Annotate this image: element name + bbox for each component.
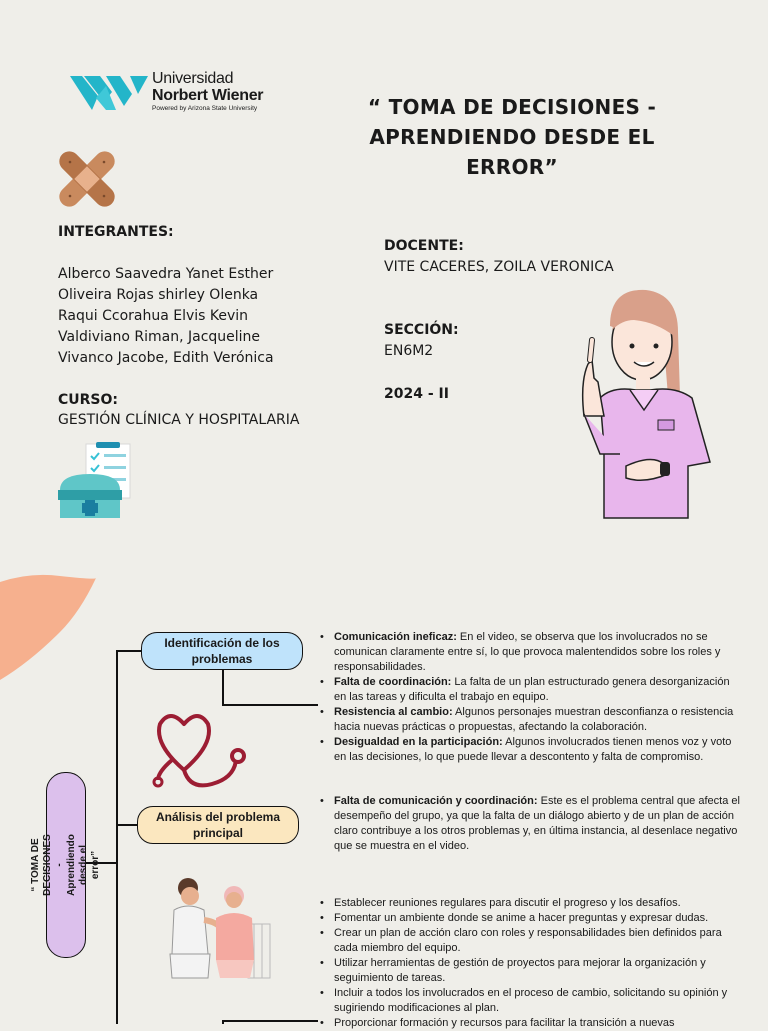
member-item: Oliveira Rojas shirley Olenka — [58, 287, 259, 303]
nurse-cap-checklist-icon — [56, 442, 132, 520]
list-item — [320, 794, 744, 854]
bandage-icon — [56, 148, 118, 210]
university-logo-text — [152, 70, 263, 113]
analysis-list — [320, 794, 744, 854]
item-text: En el video, se observa que los involucrados no se comunican claramente entre sí, lo que provoca malentendidos sobre los roles y responsabilidades. — [334, 631, 721, 673]
connector — [222, 668, 224, 706]
stethoscope-heart-icon — [148, 710, 252, 794]
curso-heading: CURSO: — [58, 392, 119, 408]
members-list — [58, 264, 274, 369]
seccion-value: EN6M2 — [384, 343, 434, 359]
connector — [222, 1020, 224, 1024]
mindmap-root-label: “ TOMA DE DECISIONES - Aprendiendo desde el error” — [30, 834, 102, 896]
nurse-illustration — [560, 286, 716, 522]
item-text: Algunos personajes muestran desconfianza o resistencia hacia nuevas prácticas o propuestas, afectando la colaboración. — [334, 706, 734, 733]
decorative-blob — [0, 572, 100, 682]
page-title: “ TOMA DE DECISIONES - APRENDIENDO DESDE EL ERROR” — [367, 95, 657, 179]
connector — [116, 824, 138, 826]
docente-value: VITE CACERES, ZOILA VERONICA — [384, 259, 614, 275]
list-item: • Incluir a todos los involucrados en el proceso de cambio, solicitando su opinión y sugiriendo modificaciones al plan. — [320, 986, 744, 1016]
item-term: Comunicación ineficaz: — [334, 631, 457, 643]
item-text: Este es el problema central que afecta el desempeño del grupo, ya que la falta de un diálogo abierto y de un plan de acción claro contribuye a los otros problemas y, en última instancia, al desenlace negativo que se muestra en el video. — [334, 795, 740, 852]
node-analisis — [137, 806, 299, 844]
list-item — [320, 735, 744, 765]
periodo: 2024 - II — [384, 386, 449, 402]
item-text: La falta de un plan estructurado genera desorganización en las tareas y dificulta el trabajo en equipo. — [334, 676, 730, 703]
list-item — [320, 675, 744, 705]
mindmap-trunk — [116, 650, 118, 1024]
list-item: • Proporcionar formación y recursos para facilitar la transición a nuevas — [320, 1016, 744, 1031]
connector — [116, 650, 142, 652]
connector — [222, 704, 318, 706]
nurse-patient-illustration — [158, 874, 276, 980]
mindmap-root — [30, 772, 102, 958]
item-term: Falta de comunicación y coordinación: — [334, 795, 538, 807]
list-item: • Establecer reuniones regulares para discutir el progreso y los desafíos. — [320, 896, 744, 911]
logo-line1: Universidad — [152, 70, 234, 87]
logo-line2: Norbert Wiener — [152, 87, 264, 104]
node-identificacion — [141, 632, 303, 670]
seccion-heading: SECCIÓN: — [384, 322, 459, 338]
member-item: Alberco Saavedra Yanet Esther — [58, 266, 274, 282]
actions-list — [320, 896, 744, 1031]
node-identificacion-label: Identificación de los problemas — [164, 636, 280, 666]
connector — [222, 1020, 318, 1022]
member-item: Raqui Ccorahua Elvis Kevin — [58, 308, 249, 324]
member-item: Vivanco Jacobe, Edith Verónica — [58, 350, 274, 366]
item-term: Resistencia al cambio: — [334, 706, 453, 718]
list-item — [320, 705, 744, 735]
item-term: Falta de coordinación: — [334, 676, 452, 688]
list-item: • Fomentar un ambiente donde se anime a hacer preguntas y expresar dudas. — [320, 911, 744, 926]
curso-value: GESTIÓN CLÍNICA Y HOSPITALARIA — [58, 412, 300, 428]
item-text: Algunos involucrados tienen menos voz y voto en las decisiones, lo que puede llevar a descontento y falta de compromiso. — [334, 736, 732, 763]
list-item: • Utilizar herramientas de gestión de proyectos para mejorar la organización y seguimiento de tareas. — [320, 956, 744, 986]
node-analisis-label: Análisis del problema principal — [155, 810, 281, 840]
list-item — [320, 630, 744, 675]
university-logo-icon — [70, 72, 150, 114]
member-item: Valdiviano Riman, Jacqueline — [58, 329, 261, 345]
problems-list — [320, 630, 744, 765]
list-item: • Crear un plan de acción claro con roles y responsabilidades bien definidos para cada miembro del equipo. — [320, 926, 744, 956]
docente-heading: DOCENTE: — [384, 238, 464, 254]
item-term: Desigualdad en la participación: — [334, 736, 503, 748]
integrantes-heading: INTEGRANTES: — [58, 224, 174, 240]
logo-line3: Powered by Arizona State University — [152, 105, 258, 112]
